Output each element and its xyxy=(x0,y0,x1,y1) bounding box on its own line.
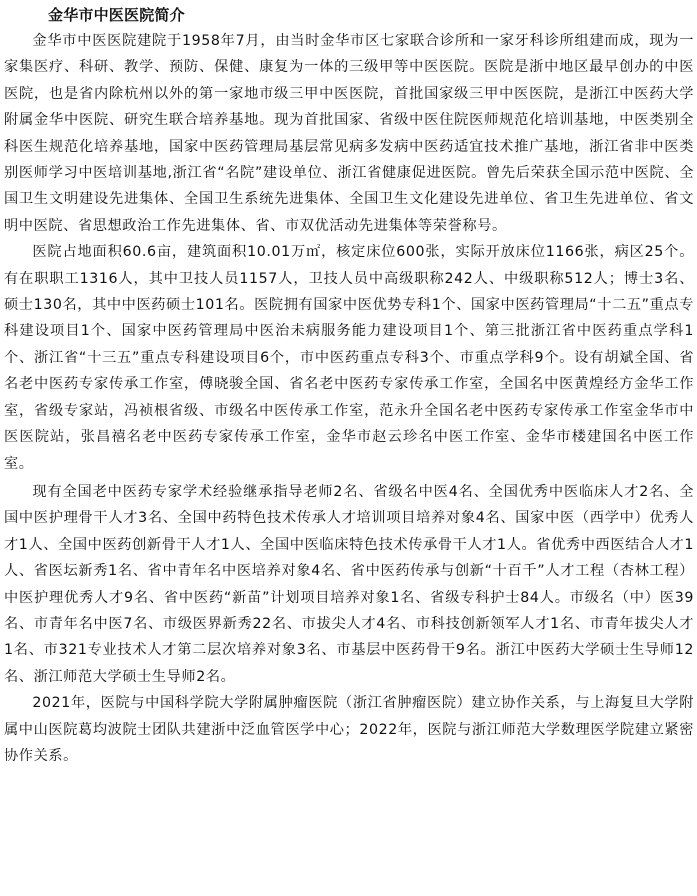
document-title: 金华市中医医院简介 xyxy=(48,6,185,24)
paragraph-talent: 现有全国老中医药专家学术经验继承指导老师2名、省级名中医4名、全国优秀中医临床人才2名、全国中医护理骨干人才3名、全国中药特色技术传承人才培训项目培养对象4名、国家中医（西学中）优秀人才1人、全国中医药创新骨干人才1人、全国中医临床特色技术传承骨干人才1人。省优秀中西医结合人才1人、省医坛新秀1名、省中青年名中医培养对象4名、省中医药传承与创新“十百千”人才工程（杏林工程）中医护理优秀人才9名、省中医药“新苗”计划项目培养对象1名、省级专科护士84人。市级名（中）医39名、市青年名中医7名、市级医界新秀22名、市拔尖人才4名、市科技创新领军人才1名、市青年拔尖人才1名、市321专业技术人才第二层次培养对象3名、市基层中医药骨干9名。浙江中医药大学硕士生导师12名、浙江师范大学硕士生导师2名。 xyxy=(4,483,694,685)
paragraph-cooperation: 2021年，医院与中国科学院大学附属肿瘤医院（浙江省肿瘤医院）建立协作关系，与上海复旦大学附属中山医院葛均波院士团队共建浙中泛血管医学中心；2022年，医院与浙江师范大学数理医学院建立紧密协作关系。 xyxy=(4,695,694,764)
paragraph-history: 金华市中医医院建院于1958年7月，由当时金华市区七家联合诊所和一家牙科诊所组建而成，现为一家集医疗、科研、教学、预防、保健、康复为一体的三级甲等中医医院。医院是浙中地区最早创办的中医医院，也是省内除杭州以外的第一家地市级三甲中医医院，首批国家级三甲中医医院，是浙江中医药大学附属金华中医院、研究生联合培养基地。现为首批国家、省级中医住院医师规范化培训基地，中医类别全科医生规范化培养基地，国家中医药管理局基层常见病多发病中医药适宜技术推广基地，浙江省非中医类别医师学习中医培训基地,浙江省“名院”建设单位、浙江省健康促进医院。曾先后荣获全国示范中医院、全国卫生文明建设先进集体、全国卫生系统先进集体、全国卫生文化建设先进单位、省卫生先进单位、省文明中医院、省思想政治工作先进集体、省、市双优活动先进集体等荣誉称号。 xyxy=(4,33,694,234)
paragraph-facilities: 医院占地面积60.6亩，建筑面积10.01万㎡，核定床位600张，实际开放床位1166张，病区25个。有在职职工1316人，其中卫技人员1157人，卫技人员中高级职称242人、中级职称512人；博士3名、硕士130名，其中中医药硕士101名。医院拥有国家中医优势专科1个、国家中医药管理局“十二五”重点专科建设项目1个、国家中医药管理局中医治未病服务能力建设项目1个、第三批浙江省中医药重点学科1个、浙江省“十三五”重点专科建设项目6个，市中医药重点专科3个、市重点学科9个。设有胡斌全国、省名老中医药专家传承工作室，傅晓骏全国、省名老中医药专家传承工作室，全国名中医黄煌经方金华工作室，省级专家站，冯祯根省级、市级名中医传承工作室，范永升全国名老中医药专家传承工作室金华市中医医院站，张昌禧名老中医药专家传承工作室，金华市赵云珍名中医工作室、金华市楼建国名中医工作室。 xyxy=(4,244,694,472)
